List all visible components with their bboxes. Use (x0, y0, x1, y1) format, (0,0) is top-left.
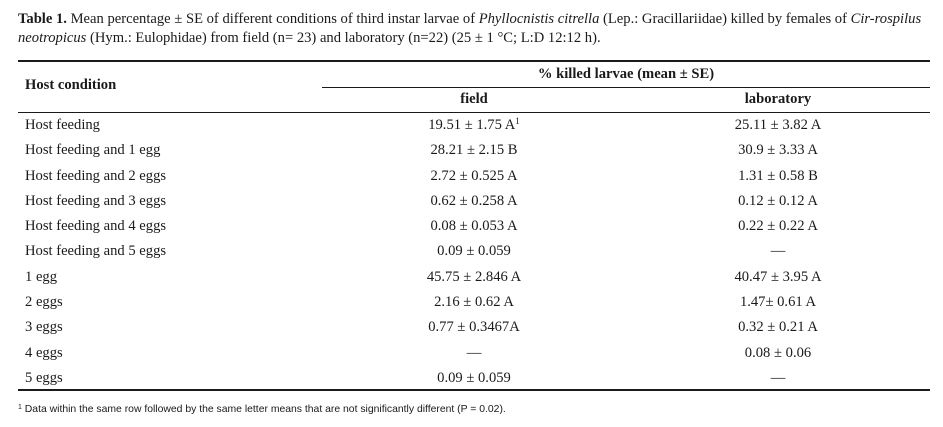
table-row (0, 341, 943, 366)
table-row (0, 239, 943, 264)
host-condition-cell: 2 eggs (25, 294, 63, 311)
laboratory-value-cell: 30.9 ± 3.33 A (738, 142, 818, 159)
table-caption-text: Mean percentage ± SE of different conditions of third instar larvae of (66, 11, 479, 27)
table-top-rule (18, 60, 930, 62)
column-group-header-killed-larvae: % killed larvae (mean ± SE) (537, 66, 715, 82)
laboratory-value-cell: 0.32 ± 0.21 A (738, 319, 818, 336)
laboratory-value-cell: 25.11 ± 3.82 A (734, 117, 822, 133)
host-condition-cell: Host feeding and 1 egg (25, 142, 161, 159)
table-caption-text: (Lep.: Gracillariidae) killed by females of (599, 11, 851, 27)
laboratory-value-cell: 0.08 ± 0.06 (744, 344, 812, 361)
column-group-rule (322, 87, 930, 88)
laboratory-value-cell: 1.31 ± 0.58 B (738, 167, 818, 184)
table-row (0, 164, 943, 189)
host-condition-cell: Host feeding (25, 117, 100, 133)
field-value-cell: 0.62 ± 0.258 A (430, 192, 518, 209)
table-row (0, 113, 943, 138)
field-value-cell: 0.77 ± 0.3467A (428, 319, 520, 336)
field-value-cell: 2.72 ± 0.525 A (430, 167, 518, 184)
table-row (0, 290, 943, 315)
table-row (0, 189, 943, 214)
laboratory-value-cell: — (770, 243, 786, 260)
footnote-marker: 1 (18, 404, 22, 411)
laboratory-value-cell: — (770, 369, 786, 386)
table-caption-label: Table 1. (18, 11, 67, 27)
host-condition-cell: 3 eggs (25, 319, 63, 336)
field-value-cell: 28.21 ± 2.15 B (430, 142, 518, 159)
laboratory-value-cell: 1.47± 0.61 A (739, 294, 817, 311)
host-condition-cell: Host feeding and 3 eggs (25, 192, 167, 209)
field-value-cell: 0.09 ± 0.059 (437, 369, 511, 386)
host-condition-cell: 1 egg (25, 268, 58, 285)
field-value-cell (322, 113, 626, 138)
table-row (0, 265, 943, 290)
field-value-cell: 0.08 ± 0.053 A (430, 218, 518, 235)
laboratory-value-cell: 40.47 ± 3.95 A (734, 268, 822, 285)
table-row (0, 138, 943, 163)
column-header-host-condition: Host condition (25, 77, 117, 93)
footnote-text: Data within the same row followed by the same letter means that are not significantly different (P = 0.02). (21, 404, 506, 415)
host-condition-cell: Host feeding and 4 eggs (25, 218, 167, 235)
field-value-cell: — (466, 344, 482, 361)
field-value-text: 19.51 ± 1.75 A (428, 117, 516, 133)
table-row (0, 315, 943, 340)
field-value-cell: 45.75 ± 2.846 A (426, 268, 522, 285)
table-caption-text: (Hym.: Eulophidae) from field (n= 23) and laboratory (n=22) (25 ± 1 °C; L:D 12:12 h). (86, 30, 601, 46)
species-name-cirrospilus: Cir-rospilus neotropicus (18, 11, 922, 46)
species-name-phyllocnistis: Phyllocnistis citrella (478, 11, 600, 27)
laboratory-value-cell: 0.12 ± 0.12 A (738, 192, 818, 209)
field-value-cell: 2.16 ± 0.62 A (434, 294, 514, 311)
table-bottom-rule (18, 389, 930, 391)
table-row (0, 366, 943, 391)
table-row (0, 214, 943, 239)
footnote-marker: 1 (515, 116, 520, 126)
table-caption (18, 10, 933, 48)
table-body (0, 113, 943, 391)
column-header-laboratory: laboratory (744, 91, 812, 107)
column-header-field: field (460, 91, 488, 107)
laboratory-value-cell: 0.22 ± 0.22 A (738, 218, 818, 235)
table-footnote (18, 403, 506, 417)
host-condition-cell: 5 eggs (25, 369, 63, 386)
field-value-cell: 0.09 ± 0.059 (437, 243, 511, 260)
host-condition-cell: 4 eggs (25, 344, 63, 361)
host-condition-cell: Host feeding and 5 eggs (25, 243, 167, 260)
host-condition-cell: Host feeding and 2 eggs (25, 167, 167, 184)
